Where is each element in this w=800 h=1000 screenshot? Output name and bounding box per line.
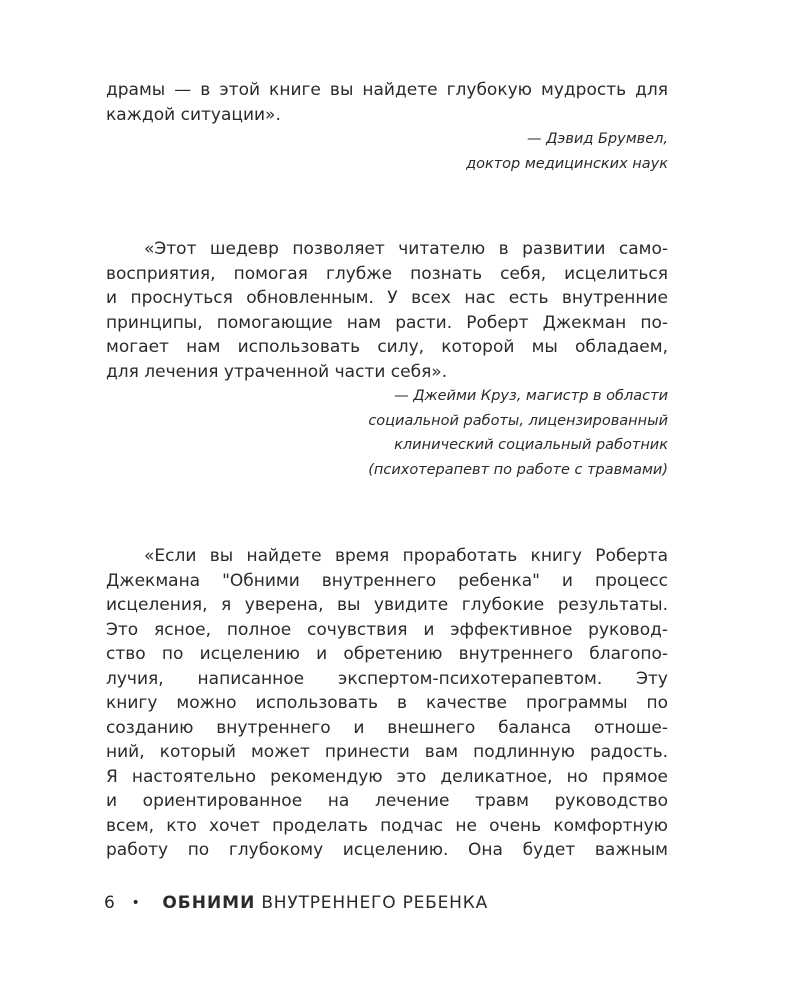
book-title-rest: ВНУТРЕННЕГО РЕБЕНКА: [261, 893, 489, 913]
attribution-line: — Дэвид Брумвел,: [526, 131, 668, 147]
text-line: книгу можно использовать в качестве программы по: [106, 693, 668, 713]
text-line: драмы — в этой книге вы найдете глубокую мудрость для: [106, 80, 668, 100]
running-footer: [104, 893, 488, 913]
text-line: ство по исцелению и обретению внутреннего благопо-: [106, 644, 668, 664]
book-title-bold: ОБНИМИ: [162, 893, 256, 913]
text-line: всем, кто хочет проделать подчас не очень комфортную: [106, 815, 668, 836]
review-text-2: [106, 237, 668, 384]
review-text-1: [106, 78, 668, 127]
text-line: работу по глубокому исцелению. Она будет важным: [106, 840, 668, 860]
text-line: Это ясное, полное сочувствия и эффективное руковод-: [106, 619, 668, 640]
text-line: Джекмана "Обними внутреннего ребенка" и процесс: [106, 570, 668, 591]
text-line: могает нам использовать силу, которой мы обладаем,: [106, 337, 668, 357]
review-attribution-2: [106, 384, 668, 482]
attribution-line: доктор медицинских наук: [466, 155, 668, 172]
review-block-2: [106, 237, 668, 482]
text-line: для лечения утраченной части себя».: [106, 361, 448, 382]
attribution-line: клинический социальный работник: [394, 437, 668, 453]
text-line: ний, который может принести вам подлинную радость.: [106, 742, 668, 762]
text-line: принципы, помогающие нам расти. Роберт Джекман по-: [106, 312, 668, 333]
attribution-line: социальной работы, лицензированный: [368, 412, 668, 429]
review-block-3: [106, 544, 668, 863]
text-line: исцеления, я уверена, вы увидите глубокие результаты.: [106, 595, 668, 615]
review-block-1: [106, 78, 668, 176]
attribution-line: (психотерапевт по работе с травмами): [368, 461, 668, 478]
review-text-3: [106, 544, 668, 863]
text-line: «Если вы найдете время проработать книгу Роберта: [144, 546, 668, 566]
text-line: каждой ситуации».: [106, 104, 281, 125]
text-line: созданию внутреннего и внешнего баланса отноше-: [106, 717, 668, 738]
bullet-separator: •: [131, 895, 141, 911]
text-line: и ориентированное на лечение травм руководство: [106, 791, 668, 811]
text-line: восприятия, помогая глубже познать себя, исцелиться: [106, 263, 668, 284]
text-line: «Этот шедевр позволяет читателю в развитии само-: [144, 239, 668, 259]
text-line: лучия, написанное экспертом-психотерапевтом. Эту: [106, 668, 668, 689]
text-line: Я настоятельно рекомендую это деликатное, но прямое: [106, 766, 668, 787]
review-attribution-1: [106, 127, 668, 176]
attribution-line: — Джейми Круз, магистр в области: [394, 388, 668, 404]
text-line: и проснуться обновленным. У всех нас есть внутренние: [106, 288, 668, 308]
page-number: 6: [104, 893, 116, 913]
